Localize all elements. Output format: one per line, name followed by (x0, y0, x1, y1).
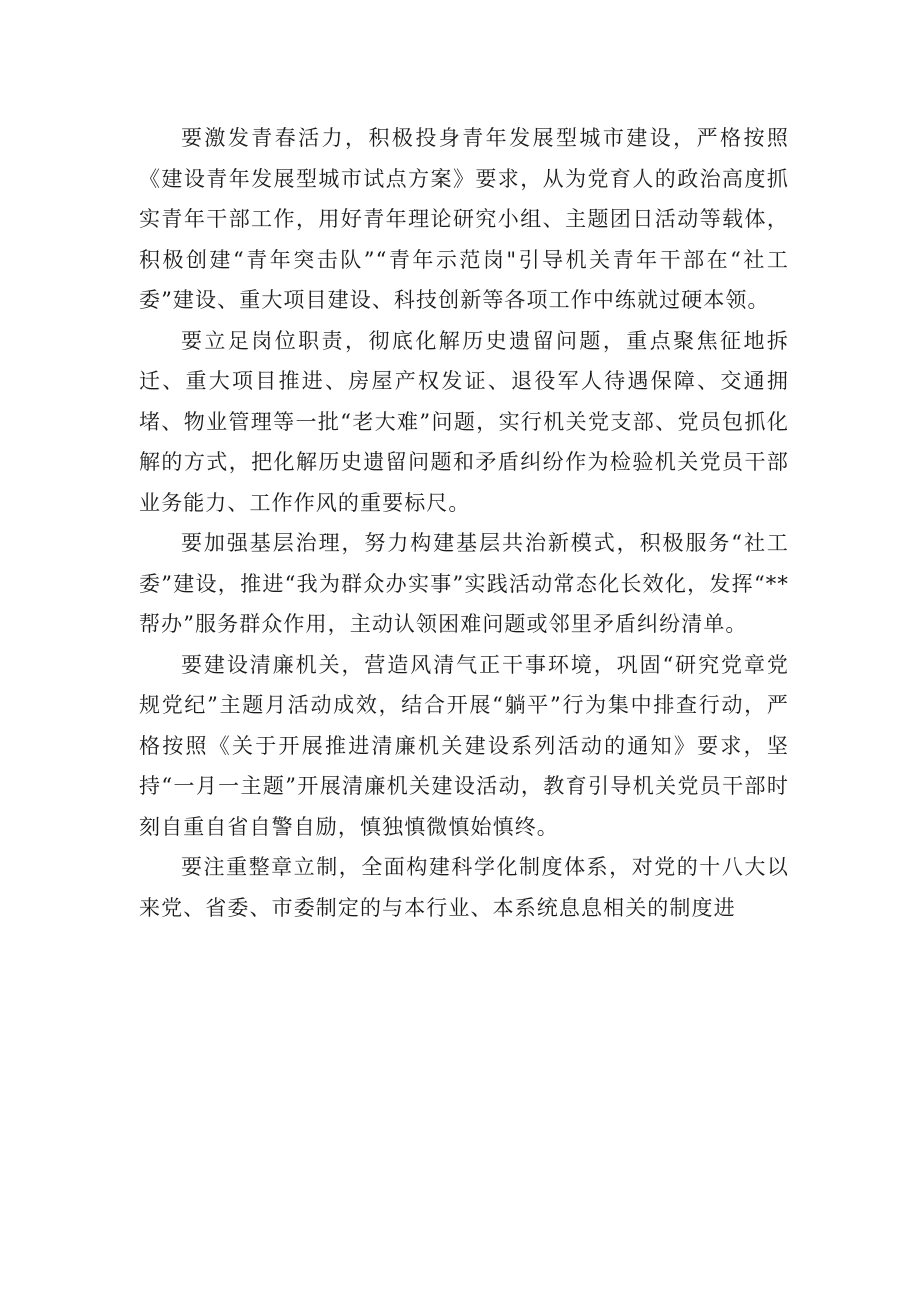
paragraph-youth-vitality: 要激发青春活力，积极投身青年发展型城市建设，严格按照《建设青年发展型城市试点方案》要求，从为党育人的政治高度抓实青年干部工作，用好青年理论研究小组、主题团日活动等载体，积极创建“青年突击队”“青年示范岗"引导机关青年干部在“社工委”建设、重大项目建设、科技创新等各项工作中练就过硬本领。 (139, 126, 789, 312)
paragraph-clean-organs: 要建设清廉机关，营造风清气正干事环境，巩固“研究党章党规党纪”主题月活动成效，结合开展“躺平”行为集中排查行动，严格按照《关于开展推进清廉机关建设系列活动的通知》要求，坚持“一月一主题”开展清廉机关建设活动，教育引导机关党员干部时刻自重自省自警自励，慎独慎微慎始慎终。 (139, 652, 789, 839)
paragraph-grassroots-governance: 要加强基层治理，努力构建基层共治新模式，积极服务“社工委”建设，推进“我为群众办实事”实践活动常态化长效化，发挥“**帮办”服务群众作用，主动认领困难问题或邻里矛盾纠纷清单。 (139, 531, 789, 636)
document-body (139, 118, 789, 928)
paragraph-institution-building: 要注重整章立制，全面构建科学化制度体系，对党的十八大以来党、省委、市委制定的与本行业、本系统息息相关的制度进 (139, 855, 789, 920)
paragraph-historical-issues: 要立足岗位职责，彻底化解历史遗留问题，重点聚焦征地拆迁、重大项目推进、房屋产权发证、退役军人待遇保障、交通拥堵、物业管理等一批“老大难”问题，实行机关党支部、党员包抓化解的方式，把化解历史遗留问题和矛盾纠纷作为检验机关党员干部业务能力、工作作风的重要标尺。 (139, 328, 789, 515)
